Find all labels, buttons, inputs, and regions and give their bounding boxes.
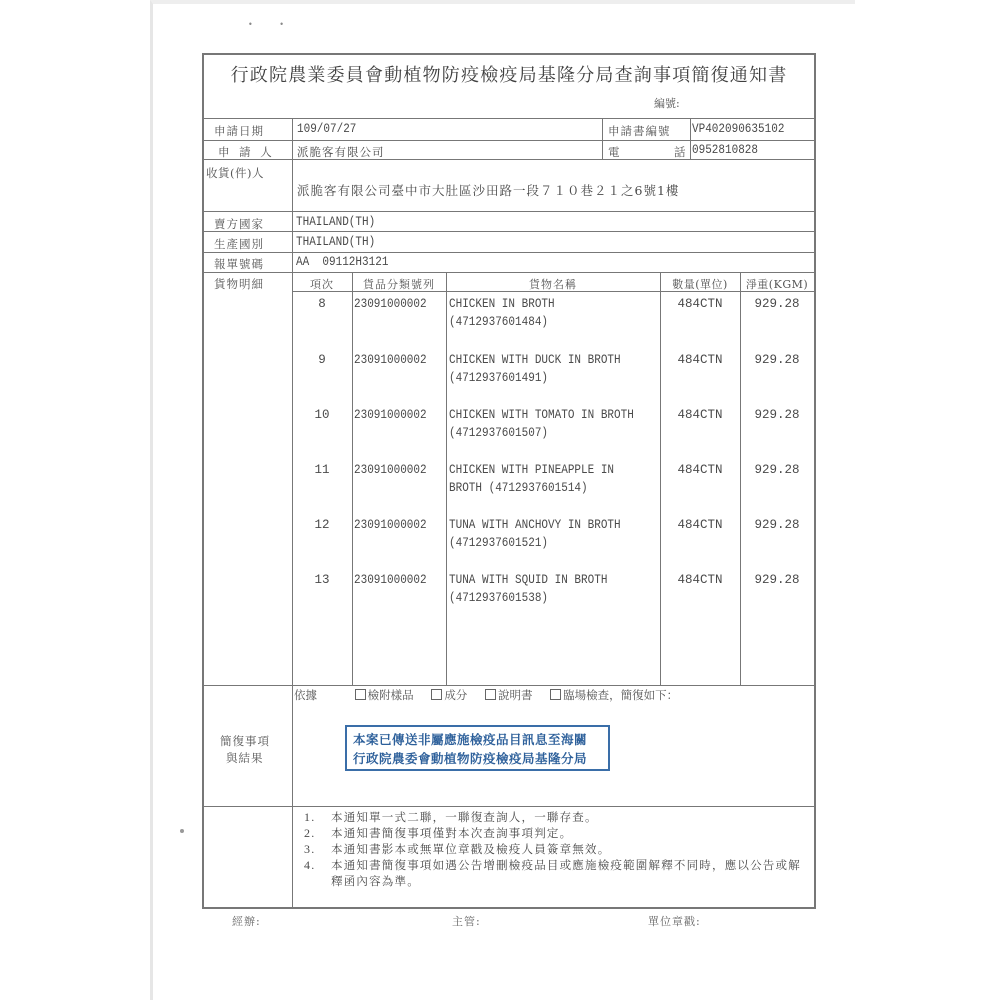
quantity: 484CTN — [677, 408, 723, 422]
quantity: 484CTN — [677, 518, 723, 532]
quantity: 484CTN — [677, 297, 723, 311]
divider — [602, 118, 603, 159]
goods-section-label: 貨物明細 — [214, 277, 264, 291]
consignee-label: 收貨(件)人 — [206, 166, 264, 180]
net-weight: 929.28 — [754, 573, 800, 587]
phone-label-1: 電 — [608, 145, 621, 159]
reply-section-label-1: 簡復事項 — [220, 734, 270, 748]
checkbox-icon[interactable] — [485, 689, 496, 700]
scan-marks: • • — [248, 20, 296, 29]
goods-name-line1: TUNA WITH SQUID IN BROTH — [449, 573, 608, 587]
hs-code: 23091000002 — [354, 297, 427, 311]
goods-name-line2: (4712937601491) — [449, 371, 549, 385]
declaration-no-label: 報單號碼 — [214, 257, 264, 271]
apply-date-label: 申請日期 — [214, 124, 264, 138]
goods-col-divider — [352, 272, 353, 685]
quantity: 484CTN — [677, 463, 723, 477]
basis-label: 依據 — [294, 688, 317, 702]
quantity: 484CTN — [677, 573, 723, 587]
divider — [204, 159, 814, 160]
applicant-label: 申 請 人 — [218, 145, 275, 159]
column-header-quantity: 數量(單位) — [672, 278, 728, 291]
hs-code: 23091000002 — [354, 408, 427, 422]
item-no: 11 — [314, 463, 330, 477]
list-item: 3. 本通知書影本或無單位章戳及檢疫人員簽章無效。 — [304, 842, 611, 856]
hs-code: 23091000002 — [354, 573, 427, 587]
stamp-line-2: 行政院農委會動植物防疫檢疫局基隆分局 — [353, 751, 588, 766]
application-no-value: VP402090635102 — [692, 122, 785, 136]
checkbox-onsite-inspection[interactable]: 臨場檢查，簡復如下： — [550, 688, 678, 702]
divider — [204, 231, 814, 232]
notice-form — [202, 53, 816, 909]
divider — [690, 118, 691, 159]
checkbox-icon[interactable] — [550, 689, 561, 700]
seller-country-value: THAILAND(TH) — [296, 215, 376, 229]
goods-name-line2: (4712937601521) — [449, 536, 549, 550]
divider — [204, 118, 814, 119]
list-item: 2. 本通知書簡復事項僅對本次查詢事項判定。 — [304, 826, 573, 840]
hs-code: 23091000002 — [354, 353, 427, 367]
goods-name-line1: CHICKEN WITH PINEAPPLE IN — [449, 463, 615, 477]
hs-code: 23091000002 — [354, 518, 427, 532]
applicant-value: 派脆客有限公司 — [297, 145, 385, 159]
unit-seal-label: 單位章戳: — [648, 915, 701, 928]
item-no: 9 — [318, 353, 326, 367]
goods-name-line2: (4712937601484) — [449, 315, 549, 329]
divider — [204, 272, 814, 273]
goods-name-line1: CHICKEN WITH DUCK IN BROTH — [449, 353, 621, 367]
column-header-item: 項次 — [310, 278, 334, 291]
checkbox-manual[interactable]: 說明書 — [485, 688, 533, 702]
declaration-no-value: AA 09112H3121 — [296, 255, 389, 269]
checkbox-icon[interactable] — [355, 689, 366, 700]
item-no: 12 — [314, 518, 330, 532]
goods-col-divider — [446, 272, 447, 685]
goods-name-line1: CHICKEN IN BROTH — [449, 297, 555, 311]
item-no: 8 — [318, 297, 326, 311]
goods-name-line2: (4712937601538) — [449, 591, 549, 605]
seller-country-label: 賣方國家 — [214, 217, 264, 231]
scan-dot — [180, 829, 184, 833]
checkbox-ingredients[interactable]: 成分 — [431, 688, 467, 702]
divider — [204, 252, 814, 253]
net-weight: 929.28 — [754, 518, 800, 532]
official-stamp — [345, 725, 610, 771]
column-header-hs-code: 貨品分類號列 — [363, 278, 435, 291]
basis-row — [294, 687, 692, 703]
checkbox-icon[interactable] — [431, 689, 442, 700]
divider — [204, 806, 814, 807]
stamp-line-1: 本案已傳送非屬應施檢疫品目訊息至海關 — [353, 732, 588, 747]
list-item: 4. 本通知書簡復事項如遇公告增刪檢疫品目或應施檢疫範圍解釋不同時，應以公告或解釋函內容為準。 — [304, 858, 801, 888]
divider — [204, 140, 814, 141]
quantity: 484CTN — [677, 353, 723, 367]
phone-value: 0952810828 — [692, 143, 759, 157]
column-header-goods-name: 貨物名稱 — [529, 278, 577, 291]
origin-country-value: THAILAND(TH) — [296, 235, 376, 249]
label-column-divider — [292, 118, 293, 907]
supervisor-label: 主管: — [452, 915, 481, 928]
list-item: 1. 本通知單一式二聯，一聯復查詢人，一聯存查。 — [304, 810, 598, 824]
goods-name-line1: CHICKEN WITH TOMATO IN BROTH — [449, 408, 634, 422]
hs-code: 23091000002 — [354, 463, 427, 477]
item-no: 10 — [314, 408, 330, 422]
net-weight: 929.28 — [754, 463, 800, 477]
apply-date-value: 109/07/27 — [297, 122, 357, 136]
reply-section-label-2: 與結果 — [226, 751, 264, 765]
net-weight: 929.28 — [754, 297, 800, 311]
net-weight: 929.28 — [754, 353, 800, 367]
document-title: 行政院農業委員會動植物防疫檢疫局基隆分局查詢事項簡復通知書 — [230, 65, 788, 86]
goods-name-line1: TUNA WITH ANCHOVY IN BROTH — [449, 518, 621, 532]
application-no-label: 申請書編號 — [608, 124, 671, 138]
item-no: 13 — [314, 573, 330, 587]
consignee-value: 派脆客有限公司臺中市大肚區沙田路一段７１０巷２１之6號1樓 — [297, 183, 680, 198]
goods-name-line2: BROTH (4712937601514) — [449, 481, 588, 495]
handler-label: 經辦: — [232, 915, 261, 928]
checkbox-sample[interactable]: 檢附樣品 — [355, 688, 414, 702]
notes-list — [304, 809, 809, 889]
divider — [204, 685, 814, 686]
column-header-net-weight: 淨重(KGM) — [745, 278, 809, 291]
divider — [204, 211, 814, 212]
serial-label: 編號: — [654, 97, 680, 110]
origin-country-label: 生產國別 — [214, 237, 264, 251]
net-weight: 929.28 — [754, 408, 800, 422]
goods-name-line2: (4712937601507) — [449, 426, 549, 440]
phone-label-2: 話 — [674, 145, 687, 159]
